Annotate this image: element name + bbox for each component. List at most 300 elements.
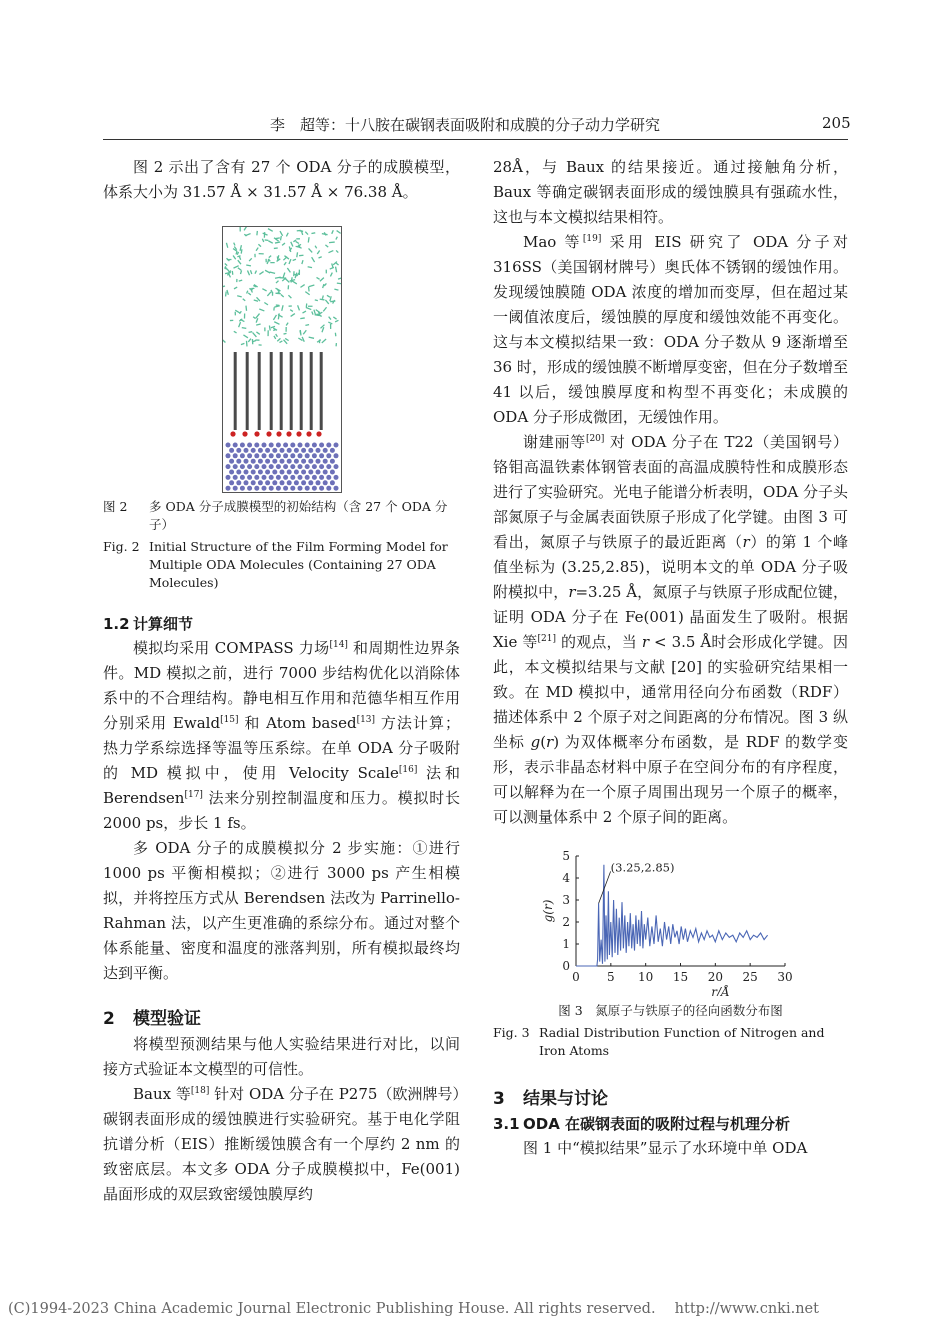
water-molecule	[253, 340, 256, 341]
figure2-cn-text: 多 ODA 分子成膜模型的初始结构（含 27 个 ODA 分子）	[149, 499, 448, 532]
iron-atom	[312, 453, 317, 458]
iron-lattice	[226, 443, 339, 491]
iron-atom	[312, 475, 317, 480]
water-molecule	[297, 230, 301, 231]
iron-atom	[236, 470, 241, 475]
water-molecule	[308, 267, 312, 268]
water-molecule	[325, 245, 328, 247]
water-molecule	[277, 256, 278, 260]
water-molecule	[234, 243, 235, 246]
water-molecule	[305, 232, 308, 235]
water-molecule	[328, 251, 333, 253]
water-molecule	[234, 331, 237, 333]
iron-atom	[305, 443, 310, 448]
figure3-cn-num: 图 3	[558, 1003, 583, 1018]
iron-atom	[326, 453, 331, 458]
water-molecule	[278, 313, 279, 319]
y-tick-label: 4	[562, 871, 570, 885]
iron-atom	[283, 475, 288, 480]
page-number: 205	[822, 114, 851, 132]
iron-atom	[254, 464, 259, 469]
x-tick-label: 5	[607, 970, 615, 984]
water-molecule	[330, 296, 331, 301]
iron-atom	[276, 453, 281, 458]
iron-atom	[323, 448, 328, 453]
iron-atom	[229, 459, 234, 464]
water-molecule	[255, 271, 256, 274]
iron-atom	[334, 464, 339, 469]
water-molecule	[279, 341, 282, 343]
water-molecule	[248, 339, 251, 342]
section-3-title: 结果与讨论	[523, 1089, 608, 1109]
water-molecule	[280, 231, 283, 236]
iron-atom	[283, 443, 288, 448]
water-molecule	[290, 310, 293, 312]
ref-20: [20]	[585, 434, 605, 444]
iron-atom	[226, 486, 231, 491]
iron-atom	[262, 443, 267, 448]
section-3-1-num: 3.1	[493, 1115, 520, 1133]
water-molecule	[330, 273, 332, 277]
water-molecule	[284, 262, 286, 265]
iron-atom	[247, 475, 252, 480]
nitrogen-head	[286, 431, 291, 436]
iron-atom	[233, 486, 238, 491]
water-molecule	[238, 268, 241, 271]
water-molecule	[253, 332, 257, 336]
water-molecule	[249, 332, 253, 333]
water-molecule	[284, 340, 288, 344]
water-molecule	[249, 258, 252, 261]
section-3-1-heading	[493, 1112, 848, 1136]
iron-atom	[272, 470, 277, 475]
iron-atom	[334, 486, 339, 491]
iron-atom	[326, 443, 331, 448]
right-column	[493, 155, 848, 1161]
water-molecule	[317, 251, 319, 255]
water-molecule	[336, 263, 339, 265]
water-molecule	[300, 318, 304, 319]
water-molecule	[241, 249, 242, 253]
water-molecule	[277, 289, 278, 292]
water-molecule	[338, 278, 341, 279]
iron-atom	[334, 453, 339, 458]
xie-paragraph: 谢建丽等[20] 对 ODA 分子在 T22（美国钢号）铬钼高温铁素体钢管表面的高温成膜特性和成膜形态进行了实验研究。光电子能谱分析表明，ODA 分子头部氮原子与金属表面铁原子形成了化学键。由图 3 可看出，氮原子与铁原子的最近距离（r）的第 1 个峰值坐标为 (3.25,2.85)，说明本文的单 ODA 分子吸附模拟中，r=3.25 Å，氮原子与铁原子形成配位键，证明 ODA 分子在 Fe(001) 晶面发生了吸附。根据 Xie 等[21] 的观点，当 r < 3.5 Å时会形成化学键。因此，本文模拟结果与文献 [20] 的实验研究结果相一致。在 MD 模拟中，通常用径向分布函数（RDF）描述体系中 2 个原子对之间距离的分布情况。图 3 纵坐标 g(r) 为双体概率分布函数，是 RDF 的数学变形，表示非晶态材料中原子在空间分布的有序程度，可以解释为在一个原子周围出现另一个原子的概率，可以测量体系中 2 个原子间的距离。	[493, 433, 849, 826]
water-molecule	[292, 281, 297, 284]
ref-16: [16]	[398, 765, 418, 775]
ref-18: [18]	[190, 1086, 210, 1096]
iron-atom	[233, 475, 238, 480]
water-molecule	[314, 310, 316, 315]
iron-atom	[290, 464, 295, 469]
iron-atom	[280, 480, 285, 485]
water-molecule	[244, 227, 247, 230]
iron-atom	[330, 459, 335, 464]
iron-atom	[240, 443, 245, 448]
water-molecule	[226, 292, 227, 297]
water-molecule	[247, 270, 249, 275]
water-molecule	[320, 299, 325, 300]
iron-atom	[276, 443, 281, 448]
iron-atom	[316, 480, 321, 485]
iron-atom	[305, 475, 310, 480]
water-molecule	[287, 268, 290, 272]
iron-atom	[287, 480, 292, 485]
water-molecule	[298, 338, 302, 341]
water-molecule	[259, 272, 263, 275]
iron-atom	[240, 453, 245, 458]
iron-atom	[308, 480, 313, 485]
water-molecule	[223, 340, 225, 343]
iron-atom	[323, 480, 328, 485]
iron-atom	[290, 486, 295, 491]
iron-atom	[272, 480, 277, 485]
water-molecule	[329, 317, 331, 320]
rdf-chart	[493, 846, 848, 996]
water-molecule	[285, 338, 288, 340]
water-molecule	[334, 289, 338, 290]
mao-paragraph: Mao 等[19] 采用 EIS 研究了 ODA 分子对 316SS（美国钢材牌号）奥氏体不锈钢的缓蚀作用。发现缓蚀膜随 ODA 浓度的增加而变厚，但在超过某一阈值浓度后，缓蚀膜的厚度和缓蚀效能不再变化。这与本文模拟结果一致：ODA 分子数从 9 逐渐增至 36 时，形成的缓蚀膜不断增厚变密，但在分子数增至 41 以后，缓蚀膜厚度和构型不再变化；未成膜的 ODA 分子形成微团，无缓蚀作用。	[493, 233, 848, 426]
water-molecule	[311, 233, 315, 234]
iron-atom	[283, 486, 288, 491]
water-molecule	[274, 322, 279, 325]
water-molecule	[282, 243, 285, 245]
figure3-caption-cn	[493, 1002, 848, 1020]
x-axis-label: r/Å	[711, 985, 730, 996]
iron-atom	[294, 470, 299, 475]
y-tick-label: 5	[562, 849, 570, 863]
iron-atom	[233, 464, 238, 469]
water-molecule	[243, 335, 247, 338]
water-molecule	[291, 242, 293, 247]
section-3-heading	[493, 1086, 848, 1112]
water-molecule	[286, 233, 288, 237]
iron-atom	[334, 475, 339, 480]
water-molecule	[322, 339, 326, 343]
water-molecule	[265, 270, 270, 273]
iron-atom	[258, 459, 263, 464]
verify-paragraph: 将模型预测结果与他人实验结果进行对比，以间接方式验证本文模型的可信性。	[103, 1035, 460, 1078]
water-molecule	[276, 334, 278, 337]
water-molecule	[305, 325, 309, 326]
iron-atom	[247, 443, 252, 448]
iron-atom	[251, 480, 256, 485]
section-1-2-title: 计算细节	[133, 615, 194, 633]
iron-atom	[287, 459, 292, 464]
iron-atom	[301, 448, 306, 453]
iron-atom	[244, 459, 249, 464]
water-molecule	[306, 307, 311, 309]
iron-atom	[323, 459, 328, 464]
iron-atom	[229, 470, 234, 475]
water-molecule	[283, 273, 285, 278]
water-molecule	[285, 278, 289, 282]
water-molecule	[337, 283, 341, 284]
iron-atom	[265, 470, 270, 475]
iron-atom	[247, 464, 252, 469]
iron-atom	[323, 470, 328, 475]
iron-atom	[280, 459, 285, 464]
section-1-2-num: 1.2	[103, 615, 130, 633]
water-molecule	[332, 230, 334, 234]
figure3-chart-container	[493, 846, 848, 996]
iron-atom	[298, 464, 303, 469]
iron-atom	[258, 470, 263, 475]
figure3-caption-en	[493, 1024, 848, 1060]
iron-atom	[290, 453, 295, 458]
iron-atom	[254, 443, 259, 448]
iron-atom	[262, 453, 267, 458]
water-molecule	[297, 252, 298, 257]
iron-atom	[298, 443, 303, 448]
water-molecule	[335, 320, 338, 322]
iron-atom	[269, 453, 274, 458]
iron-atom	[251, 470, 256, 475]
iron-atom	[326, 486, 331, 491]
steps-paragraph: 多 ODA 分子的成膜模拟分 2 步实施：①进行 1000 ps 平衡相模拟；②进行 3000 ps 产生相模拟，并将控压方式从 Berendsen 法改为 Parrinello-Rahman 法，以产生更准确的系综分布。通过对整个体系能量、密度和温度的涨落判别，所有模拟最终均达到平衡。	[103, 839, 460, 982]
rdf-series-line	[576, 865, 768, 966]
iron-atom	[294, 448, 299, 453]
nitrogen-head	[266, 431, 271, 436]
section-2-title: 模型验证	[133, 1009, 201, 1029]
water-layer	[223, 227, 341, 346]
water-molecule	[246, 306, 247, 311]
iron-atom	[319, 475, 324, 480]
iron-atom	[262, 464, 267, 469]
iron-atom	[301, 470, 306, 475]
water-molecule	[293, 259, 296, 260]
figure2-caption-en	[103, 538, 460, 592]
water-molecule	[268, 229, 273, 232]
water-molecule	[271, 326, 275, 327]
iron-atom	[330, 480, 335, 485]
water-molecule	[235, 310, 240, 313]
water-molecule	[298, 305, 300, 310]
water-molecule	[256, 332, 259, 334]
section-3-1-title: ODA 在碳钢表面的吸附过程与机理分析	[523, 1115, 791, 1133]
water-molecule	[290, 280, 295, 281]
peak-annotation: (3.25,2.85)	[610, 860, 675, 875]
water-molecule	[336, 250, 338, 252]
figure2-cn-num: 图 2	[103, 499, 128, 514]
iron-atom	[240, 464, 245, 469]
water-molecule	[332, 263, 333, 267]
intro-paragraph: 图 2 示出了含有 27 个 ODA 分子的成膜模型，体系大小为 31.57 Å × 31.57 Å × 76.38 Å。	[103, 158, 460, 201]
water-molecule	[308, 237, 309, 242]
water-molecule	[322, 234, 328, 235]
water-molecule	[316, 277, 319, 279]
water-molecule	[276, 281, 278, 283]
water-molecule	[236, 251, 237, 254]
water-molecule	[312, 312, 313, 315]
water-molecule	[238, 260, 241, 264]
water-molecule	[302, 311, 305, 313]
iron-atom	[233, 443, 238, 448]
y-tick-label: 2	[562, 915, 570, 929]
iron-atom	[276, 486, 281, 491]
iron-atom	[247, 486, 252, 491]
nitrogen-head	[296, 431, 301, 436]
water-molecule	[237, 296, 242, 297]
iron-atom	[236, 459, 241, 464]
section-2-num: 2	[103, 1009, 115, 1029]
y-tick-label: 1	[562, 937, 570, 951]
water-molecule	[256, 314, 260, 319]
water-molecule	[327, 295, 330, 297]
iron-atom	[298, 453, 303, 458]
figure2-en-num: Fig. 2	[103, 539, 140, 554]
x-tick-label: 25	[742, 970, 758, 984]
iron-atom	[319, 453, 324, 458]
iron-atom	[269, 443, 274, 448]
water-molecule	[253, 317, 255, 319]
water-molecule	[309, 337, 314, 338]
ref-19: [19]	[582, 234, 602, 244]
iron-atom	[326, 464, 331, 469]
figure3-cn-text: 氮原子与铁原子的径向函数分布图	[595, 1003, 783, 1018]
iron-atom	[305, 464, 310, 469]
iron-atom	[298, 486, 303, 491]
water-molecule	[258, 244, 261, 246]
water-molecule	[247, 291, 248, 294]
iron-atom	[229, 448, 234, 453]
ref-21: [21]	[537, 634, 556, 644]
iron-atom	[244, 470, 249, 475]
iron-atom	[272, 448, 277, 453]
iron-atom	[330, 448, 335, 453]
water-molecule	[274, 336, 276, 339]
baux-continued-paragraph: 28Å，与 Baux 的结果接近。通过接触角分析，Baux 等确定碳钢表面形成的缓蚀膜具有强疏水性，这也与本文模拟结果相符。	[493, 158, 848, 226]
ref-13: [13]	[356, 715, 376, 725]
water-molecule	[269, 256, 271, 258]
iron-atom	[294, 459, 299, 464]
water-molecule	[248, 293, 251, 295]
iron-atom	[236, 448, 241, 453]
iron-atom	[301, 459, 306, 464]
section-1-2-heading	[103, 612, 460, 636]
iron-atom	[326, 475, 331, 480]
iron-atom	[319, 464, 324, 469]
water-molecule	[322, 295, 323, 298]
water-molecule	[223, 286, 225, 287]
water-molecule	[308, 287, 309, 292]
section-3-num: 3	[493, 1089, 505, 1109]
iron-atom	[240, 486, 245, 491]
oda-chain-layer	[230, 352, 321, 437]
water-molecule	[262, 289, 266, 291]
section-2-heading	[103, 1006, 460, 1032]
iron-atom	[254, 486, 259, 491]
iron-atom	[305, 453, 310, 458]
water-molecule	[256, 318, 258, 322]
water-molecule	[227, 269, 230, 273]
water-molecule	[295, 273, 297, 279]
water-molecule	[239, 257, 240, 260]
x-tick-label: 30	[777, 970, 793, 984]
iron-atom	[226, 443, 231, 448]
water-molecule	[323, 284, 324, 288]
iron-atom	[229, 480, 234, 485]
iron-atom	[236, 480, 241, 485]
water-molecule	[302, 260, 303, 264]
iron-atom	[258, 480, 263, 485]
water-molecule	[241, 270, 242, 274]
nitrogen-head	[306, 431, 311, 436]
water-molecule	[246, 341, 247, 347]
x-tick-label: 0	[572, 970, 580, 984]
water-molecule	[322, 327, 324, 332]
figure3-en-text: Radial Distribution Function of Nitrogen and Iron Atoms	[539, 1025, 825, 1058]
water-molecule	[296, 241, 299, 243]
water-molecule	[282, 305, 283, 311]
water-molecule	[284, 333, 287, 334]
water-molecule	[233, 256, 236, 260]
iron-atom	[290, 443, 295, 448]
iron-atom	[301, 480, 306, 485]
iron-atom	[233, 453, 238, 458]
figure2-en-text: Initial Structure of the Film Forming Model for Multiple ODA Molecules (Containing 27 ODA Molecules)	[149, 539, 448, 590]
y-axis-label: g(r)	[541, 899, 555, 923]
iron-atom	[312, 464, 317, 469]
water-molecule	[277, 338, 280, 341]
water-molecule	[315, 246, 317, 249]
iron-atom	[308, 448, 313, 453]
figure2-caption-cn	[103, 498, 460, 534]
figure2-model-image	[222, 226, 342, 493]
nitrogen-head	[254, 431, 259, 436]
water-molecule	[246, 265, 251, 266]
water-molecule	[273, 315, 276, 320]
iron-atom	[316, 459, 321, 464]
iron-atom	[269, 486, 274, 491]
water-molecule	[289, 259, 291, 264]
iron-atom	[244, 448, 249, 453]
iron-atom	[276, 464, 281, 469]
water-molecule	[296, 246, 300, 247]
y-tick-label: 3	[562, 893, 570, 907]
water-molecule	[237, 252, 238, 255]
y-tick-label: 0	[562, 959, 570, 973]
water-molecule	[336, 237, 337, 240]
water-molecule	[239, 280, 242, 281]
iron-atom	[272, 459, 277, 464]
water-molecule	[225, 264, 227, 266]
water-molecule	[227, 290, 228, 295]
nitrogen-head	[276, 431, 281, 436]
iron-atom	[290, 475, 295, 480]
water-molecule	[270, 272, 276, 273]
iron-atom	[287, 448, 292, 453]
water-molecule	[254, 300, 258, 301]
water-molecule	[243, 299, 246, 301]
iron-atom	[262, 475, 267, 480]
iron-atom	[308, 459, 313, 464]
figure3-en-num: Fig. 3	[493, 1025, 530, 1040]
iron-atom	[254, 475, 259, 480]
running-title: 李 超等：十八胺在碳钢表面吸附和成膜的分子动力学研究	[270, 116, 661, 134]
water-molecule	[324, 283, 326, 285]
iron-atom	[294, 480, 299, 485]
x-tick-label: 15	[672, 970, 689, 984]
iron-atom	[312, 443, 317, 448]
iron-atom	[308, 470, 313, 475]
iron-atom	[269, 475, 274, 480]
ref-17: [17]	[184, 790, 203, 800]
water-molecule	[300, 331, 301, 334]
water-molecule	[275, 242, 280, 243]
water-molecule	[329, 242, 335, 243]
water-molecule	[323, 307, 326, 311]
